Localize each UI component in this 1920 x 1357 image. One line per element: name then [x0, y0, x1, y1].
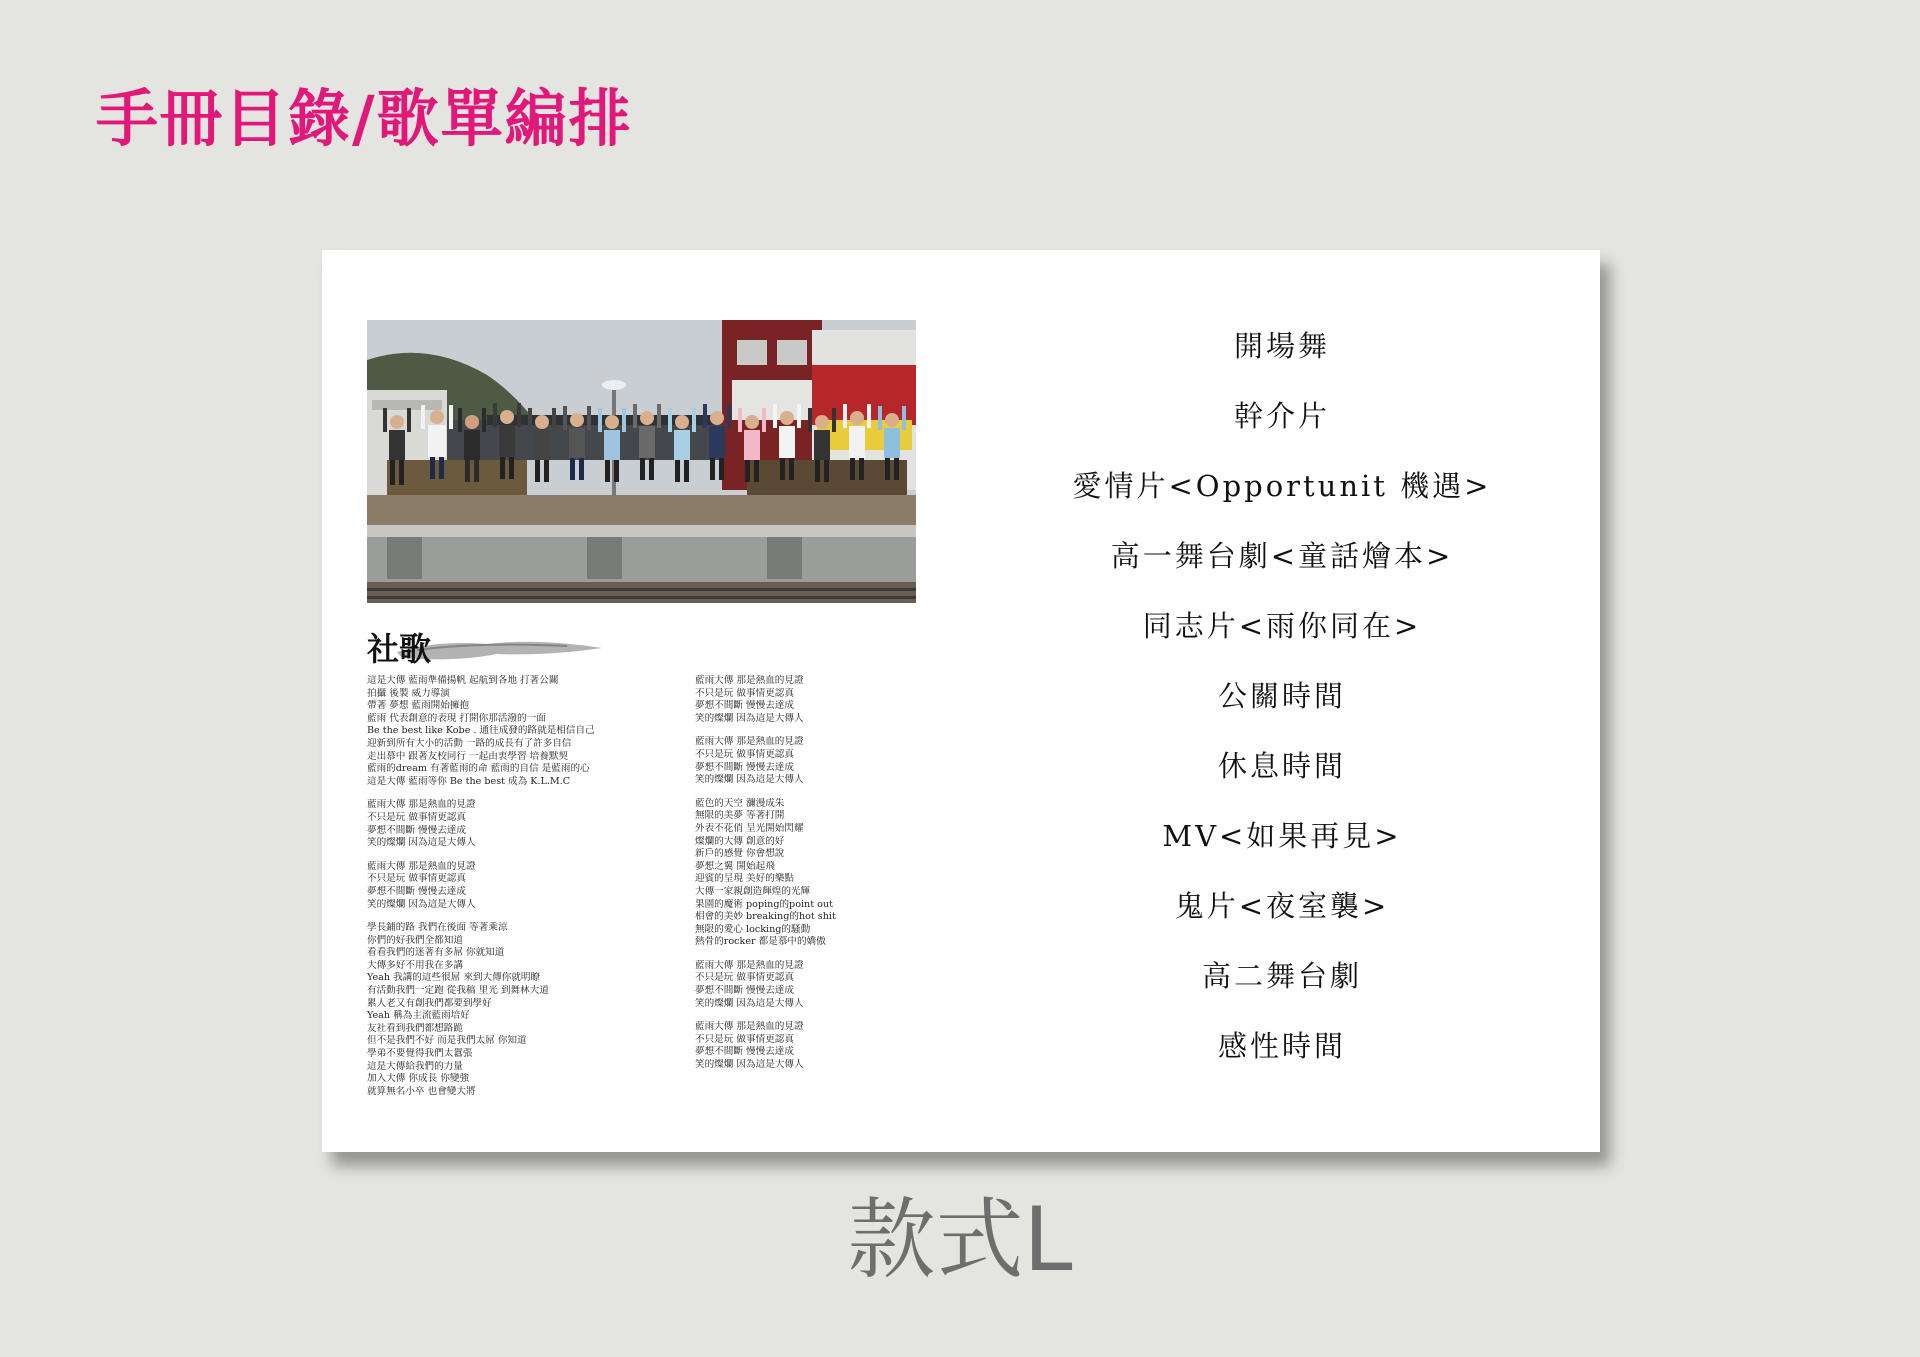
lyrics-line: 夢想不間斷 慢慢去達成 [695, 700, 794, 712]
lyrics-line: 不只是玩 做事情更認真 [367, 873, 466, 885]
group-photo [367, 320, 916, 603]
lyrics-line: 學弟不要覺得我們太囂張 [367, 1048, 473, 1060]
lyrics-line: 夢想不間斷 慢慢去達成 [367, 885, 466, 897]
lyrics-line: 不只是玩 做事情更認真 [695, 687, 794, 699]
lyrics-line: 迎賓的呈現 美好的樂點 [695, 873, 794, 885]
lyrics-line: 笑的燦爛 因為這是大傳人 [695, 712, 804, 724]
lyrics-stanza [695, 1021, 985, 1071]
lyrics-line: 相會的美妙 breaking的hot shit [695, 911, 836, 923]
lyrics-line: 笑的燦爛 因為這是大傳人 [367, 898, 476, 910]
lyrics-line: 大傳一家親創造輝煌的光輝 [695, 885, 811, 897]
program-item: 高一舞台劇<童話燴本> [1110, 539, 1454, 573]
lyrics-line: 藍雨的dream 有著藍雨的命 藍雨的自信 是藍雨的心 [367, 763, 590, 775]
program-item: 公關時間 [1217, 679, 1346, 713]
program-item: 高二舞台劇 [1201, 959, 1362, 993]
booklet-spread [322, 250, 1600, 1152]
lyrics-stanza [367, 861, 657, 911]
lyrics-line: 大傳多好不用我在多講 [367, 959, 463, 971]
lyrics-line: 加入大傳 你成長 你變強 [367, 1073, 470, 1085]
lyrics-line: 累人老又有創我們都要到學好 [367, 997, 492, 1009]
lyrics-line: 新戶的感覺 你會想說 [695, 848, 785, 860]
lyrics-line: 看看我們的迷著有多屌 你就知道 [367, 947, 505, 959]
lyrics-line: 藍雨大傳 那是熱血的見證 [367, 860, 476, 872]
lyrics-line: 就算無名小卒 也會變大將 [367, 1085, 476, 1097]
lyrics-line: 熱骨的rocker 都是慕中的嬌傲 [695, 936, 826, 948]
lyrics-line: 笑的燦爛 因為這是大傳人 [695, 774, 804, 786]
lyrics-line: 夢想之翼 開始起飛 [695, 860, 775, 872]
lyrics-line: 走出慕中 跟著友校同行 一起由衷學習 培養默契 [367, 750, 569, 762]
lyrics-line: 藍雨大傳 那是熱血的見證 [695, 736, 804, 748]
lyrics-line: 友社看到我們都想路跪 [367, 1022, 463, 1034]
lyrics-stanza [695, 675, 985, 725]
program-item: MV<如果再見> [1162, 819, 1402, 853]
lyrics-line: 你們的好我們全都知道 [367, 934, 463, 946]
program-item: 開場舞 [1233, 329, 1330, 363]
lyrics-line: Be the best like Kobe . 通往成發的路就是相信自己 [367, 725, 595, 737]
lyrics-stanza [367, 675, 657, 788]
lyrics-line: 夢想不間斷 慢慢去達成 [695, 985, 794, 997]
style-label: 款式L [847, 1188, 1073, 1291]
song-title-block [367, 622, 607, 672]
lyrics-line: 夢想不間斷 慢慢去達成 [695, 1046, 794, 1058]
lyrics-line: 夢想不間斷 慢慢去達成 [367, 824, 466, 836]
lyrics-stanza [367, 799, 657, 849]
lyrics-line: 無限的愛心 locking的騷動 [695, 923, 811, 935]
lyrics-line: 外表不花俏 呈光開始閃耀 [695, 822, 804, 834]
lyrics-line: 不只是玩 做事情更認真 [695, 748, 794, 760]
lyrics-line: 有活動我們一定跑 從我稿 里光 到舞林大道 [367, 985, 549, 997]
lyrics-line: 不只是玩 做事情更認真 [367, 811, 466, 823]
lyrics-line: 夢想不間斷 慢慢去達成 [695, 761, 794, 773]
lyrics-line: 帶著 夢想 藍雨開始擁抱 [367, 700, 470, 712]
program-item: 感性時間 [1217, 1029, 1346, 1063]
program-item: 愛情片<Opportunit 機遇> [1072, 469, 1492, 503]
lyrics-stanza [695, 960, 985, 1010]
program-list [1022, 320, 1542, 1090]
lyrics-line: Yeah 我講的這些很屌 來到大傳你就明瞭 [367, 972, 541, 984]
lyrics-line: 藍色的天空 瀰漫成朱 [695, 797, 785, 809]
lyrics-line: 藍雨大傳 那是熱血的見證 [695, 675, 804, 686]
lyrics-line: 藍雨大傳 那是熱血的見證 [695, 1021, 804, 1033]
lyrics-line: 藍雨大傳 那是熱血的見證 [695, 959, 804, 971]
lyrics-line: 迎新到所有大小的活動 一路的成長有了許多自信 [367, 737, 572, 749]
program-item: 幹介片 [1233, 399, 1330, 433]
lyrics-line: 笑的燦爛 因為這是大傳人 [367, 837, 476, 849]
lyrics-line: 笑的燦爛 因為這是大傳人 [695, 1059, 804, 1071]
lyrics-line: 笑的燦爛 因為這是大傳人 [695, 997, 804, 1009]
lyrics-column-left [367, 675, 657, 1109]
lyrics-line: 不只是玩 做事情更認真 [695, 972, 794, 984]
program-item: 鬼片<夜室襲> [1174, 889, 1390, 923]
lyrics-line: 但不是我們不好 而是我們太屌 你知道 [367, 1035, 527, 1047]
lyrics-line: 這是大傳 藍雨等你 Be the best 成為 K.L.M.C [367, 775, 571, 787]
program-item: 休息時間 [1217, 749, 1346, 783]
lyrics-stanza [367, 922, 657, 1098]
lyrics-line: 藍雨大傳 那是熱血的見證 [367, 799, 476, 811]
lyrics-line: 學長鋪的路 我們在後面 等著乘涼 [367, 922, 508, 934]
lyrics-line: Yeah 稱為主流藍雨培好 [367, 1010, 470, 1022]
lyrics-column-right [695, 675, 985, 1083]
lyrics-line: 無限的美夢 等著打開 [695, 810, 785, 822]
lyrics-stanza [695, 798, 985, 949]
lyrics-line: 燦爛的大傳 創意的好 [695, 835, 785, 847]
song-title: 社歌 [367, 630, 432, 668]
lyrics-line: 果園的魔術 poping的point out [695, 898, 833, 910]
lyrics-line: 不只是玩 做事情更認真 [695, 1033, 794, 1045]
program-item: 同志片<雨你同在> [1142, 609, 1422, 643]
lyrics-stanza [695, 736, 985, 786]
lyrics-line: 拍攝 後製 威力導演 [367, 687, 450, 699]
group-photo-image [367, 320, 916, 603]
lyrics-line: 藍雨 代表創意的表現 打開你那活潑的一面 [367, 712, 546, 724]
page-heading: 手冊目錄/歌單編排 [96, 82, 633, 155]
lyrics-line: 這是大傳給我們的力量 [367, 1060, 463, 1072]
lyrics-line: 這是大傳 藍雨準備揚帆 起航到各地 打著公關 [367, 675, 559, 686]
